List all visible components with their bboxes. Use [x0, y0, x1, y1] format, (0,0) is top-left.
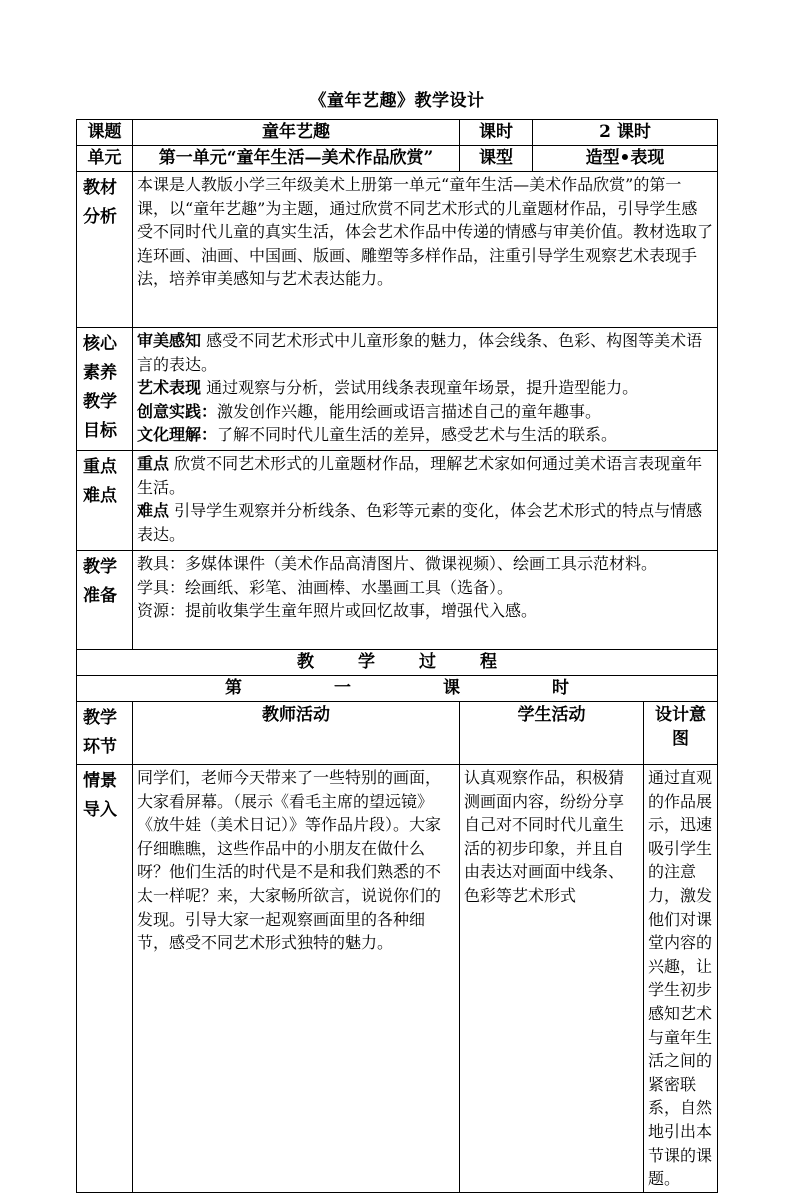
- table-row: [77, 765, 718, 1193]
- goal-text: 通过观察与分析，尝试用线条表现童年场景，提升造型能力。: [206, 378, 639, 398]
- keypoints-row: [77, 451, 718, 551]
- goal-item: [137, 423, 713, 447]
- unit-value: 第一单元“童年生活—美术作品欣赏”: [133, 146, 460, 172]
- prep-line: 教具：多媒体课件（美术作品高清图片、微课视频）、绘画工具示范材料。: [137, 554, 658, 573]
- goal-key: 创意实践：: [137, 401, 218, 421]
- prep-content: [133, 551, 718, 650]
- prep-row: [77, 551, 718, 650]
- topic-row: [77, 120, 718, 146]
- topic-value: 童年艺趣: [133, 120, 460, 146]
- keypoint-item: [137, 452, 713, 499]
- row-stage: 情景导入: [77, 765, 133, 1193]
- hours-label: 课时: [460, 120, 533, 146]
- goal-text: 激发创作兴趣，能用绘画或语言描述自己的童年趣事。: [217, 401, 602, 421]
- goal-text: 了解不同时代儿童生活的差异，感受艺术与生活的联系。: [217, 425, 618, 445]
- col-intent: 设计意图: [644, 702, 718, 765]
- row-student: 认真观察作品，积极猜测画面内容，纷纷分享自己对不同时代儿童生活的初步印象，并且自由表达对画面中线条、色彩等艺术形式: [460, 765, 644, 1193]
- col-stage: 教学环节: [77, 702, 133, 765]
- prep-line: 学具：绘画纸、彩笔、油画棒、水墨画工具（选备）。: [137, 577, 514, 597]
- goals-row: [77, 328, 718, 451]
- keypoint-item: [137, 499, 713, 546]
- keypoint-key: 重点: [137, 454, 170, 473]
- analysis-label: 教材分析: [77, 172, 133, 328]
- goal-item: [137, 376, 713, 400]
- heading-char: 第: [225, 677, 242, 698]
- heading-char: 教: [297, 651, 314, 672]
- lesson-heading-row: [77, 676, 718, 702]
- process-heading-row: [77, 650, 718, 676]
- keypoint-text: 引导学生观察并分析线条、色彩等元素的变化，体会艺术形式的特点与情感表达。: [137, 501, 703, 544]
- type-label: 课型: [460, 146, 533, 172]
- heading-char: 课: [443, 677, 460, 698]
- goals-label: 核心素养教学目标: [77, 328, 133, 451]
- lesson-heading: [77, 676, 718, 702]
- heading-char: 过: [419, 651, 436, 672]
- col-student: 学生活动: [460, 702, 644, 765]
- keypoint-text: 欣赏不同艺术形式的儿童题材作品，理解艺术家如何通过美术语言表现童年生活。: [137, 454, 703, 497]
- column-header-row: [77, 702, 718, 765]
- topic-label: 课题: [77, 120, 133, 146]
- col-teacher: 教师活动: [133, 702, 460, 765]
- heading-char: 学: [358, 651, 375, 672]
- keypoints-label: 重点难点: [77, 451, 133, 551]
- analysis-row: [77, 172, 718, 328]
- goal-text: 感受不同艺术形式中儿童形象的魅力，体会线条、色彩、构图等美术语言的表达。: [137, 331, 703, 374]
- goal-key: 艺术表现: [137, 378, 202, 398]
- process-heading: [77, 650, 718, 676]
- goal-item: [137, 329, 713, 376]
- document-title: 《童年艺趣》教学设计: [309, 91, 485, 111]
- keypoints-content: [133, 451, 718, 551]
- unit-row: [77, 146, 718, 172]
- heading-char: 一: [334, 677, 351, 698]
- hours-value: 2 课时: [533, 120, 718, 146]
- row-teacher: 同学们，老师今天带来了一些特别的画面，大家看屏幕。（展示《看毛主席的望远镜》《放牛娃（美术日记）》等作品片段）。大家仔细瞧瞧，这些作品中的小朋友在做什么呀？他们生活的时代是不是和我们熟悉的不太一样呢？来，大家畅所欲言，说说你们的发现。引导大家一起观察画面里的各种细节，感受不同艺术形式独特的魅力。: [133, 765, 460, 1193]
- prep-line: 资源：提前收集学生童年照片或回忆故事，增强代入感。: [137, 601, 538, 621]
- lesson-plan-table: [76, 119, 718, 1193]
- row-intent: 通过直观的作品展示，迅速吸引学生的注意力，激发他们对课堂内容的兴趣，让学生初步感知艺术与童年生活之间的紧密联系，自然地引出本节课的课题。: [644, 765, 718, 1193]
- type-value: 造型•表现: [533, 146, 718, 172]
- analysis-text: 本课是人教版小学三年级美术上册第一单元“童年生活—美术作品欣赏”的第一课，以“童年艺趣”为主题，通过欣赏不同艺术形式的儿童题材作品，引导学生感受不同时代儿童的真实生活，体会艺术作品中传递的情感与审美价值。教材选取了连环画、油画、中国画、版画、雕塑等多样作品，注重引导学生观察艺术表现手法，培养审美感知与艺术表达能力。: [133, 172, 718, 328]
- keypoint-key: 难点: [137, 501, 170, 521]
- heading-char: 时: [552, 677, 569, 698]
- goal-item: [137, 400, 713, 424]
- prep-label: 教学准备: [77, 551, 133, 650]
- heading-char: 程: [480, 651, 497, 672]
- goal-key: 文化理解：: [137, 425, 218, 445]
- goals-content: [133, 328, 718, 451]
- unit-label: 单元: [77, 146, 133, 172]
- goal-key: 审美感知: [137, 331, 202, 350]
